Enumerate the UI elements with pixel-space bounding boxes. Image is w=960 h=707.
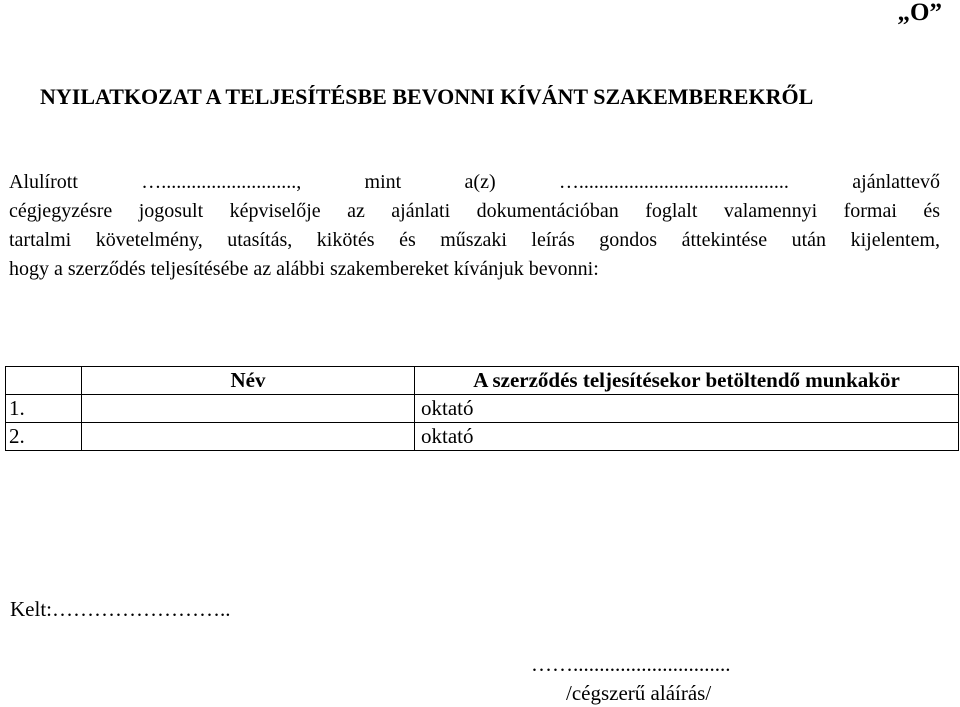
table-row: [6, 423, 959, 451]
declaration-paragraph: [9, 168, 940, 284]
staff-table: [5, 366, 959, 451]
declaration-line-3: tartalmi követelmény, utasítás, kikötés és műszaki leírás gondos áttekintése után kijelentem,: [9, 229, 940, 251]
document-title: NYILATKOZAT A TELJESÍTÉSBE BEVONNI KÍVÁNT SZAKEMBEREKRŐL: [40, 84, 814, 109]
row-role: oktató: [415, 395, 959, 423]
annex-mark: „O”: [897, 0, 942, 26]
declaration-line-1: Alulírott …..........................., mint a(z) ….......................................... ajánlattevő: [9, 171, 940, 193]
row-number: 1.: [6, 395, 82, 423]
header-number: [6, 367, 82, 395]
declaration-line-2: cégjegyzésre jogosult képviselője az ajánlati dokumentációban foglalt valamennyi formai és: [9, 200, 940, 222]
row-role: oktató: [415, 423, 959, 451]
signature-line: ……..............................: [531, 652, 731, 676]
table-row: [6, 395, 959, 423]
row-name: [82, 423, 415, 451]
row-name: [82, 395, 415, 423]
row-number: 2.: [6, 423, 82, 451]
signature-label: /cégszerű aláírás/: [566, 681, 712, 705]
header-role: A szerződés teljesítésekor betöltendő munkakör: [415, 367, 959, 395]
header-name: Név: [82, 367, 415, 395]
table-header-row: [6, 367, 959, 395]
place-date-field: Kelt:……………………..: [10, 597, 231, 621]
declaration-line-4: hogy a szerződés teljesítésébe az alábbi szakembereket kívánjuk bevonni:: [9, 258, 599, 280]
